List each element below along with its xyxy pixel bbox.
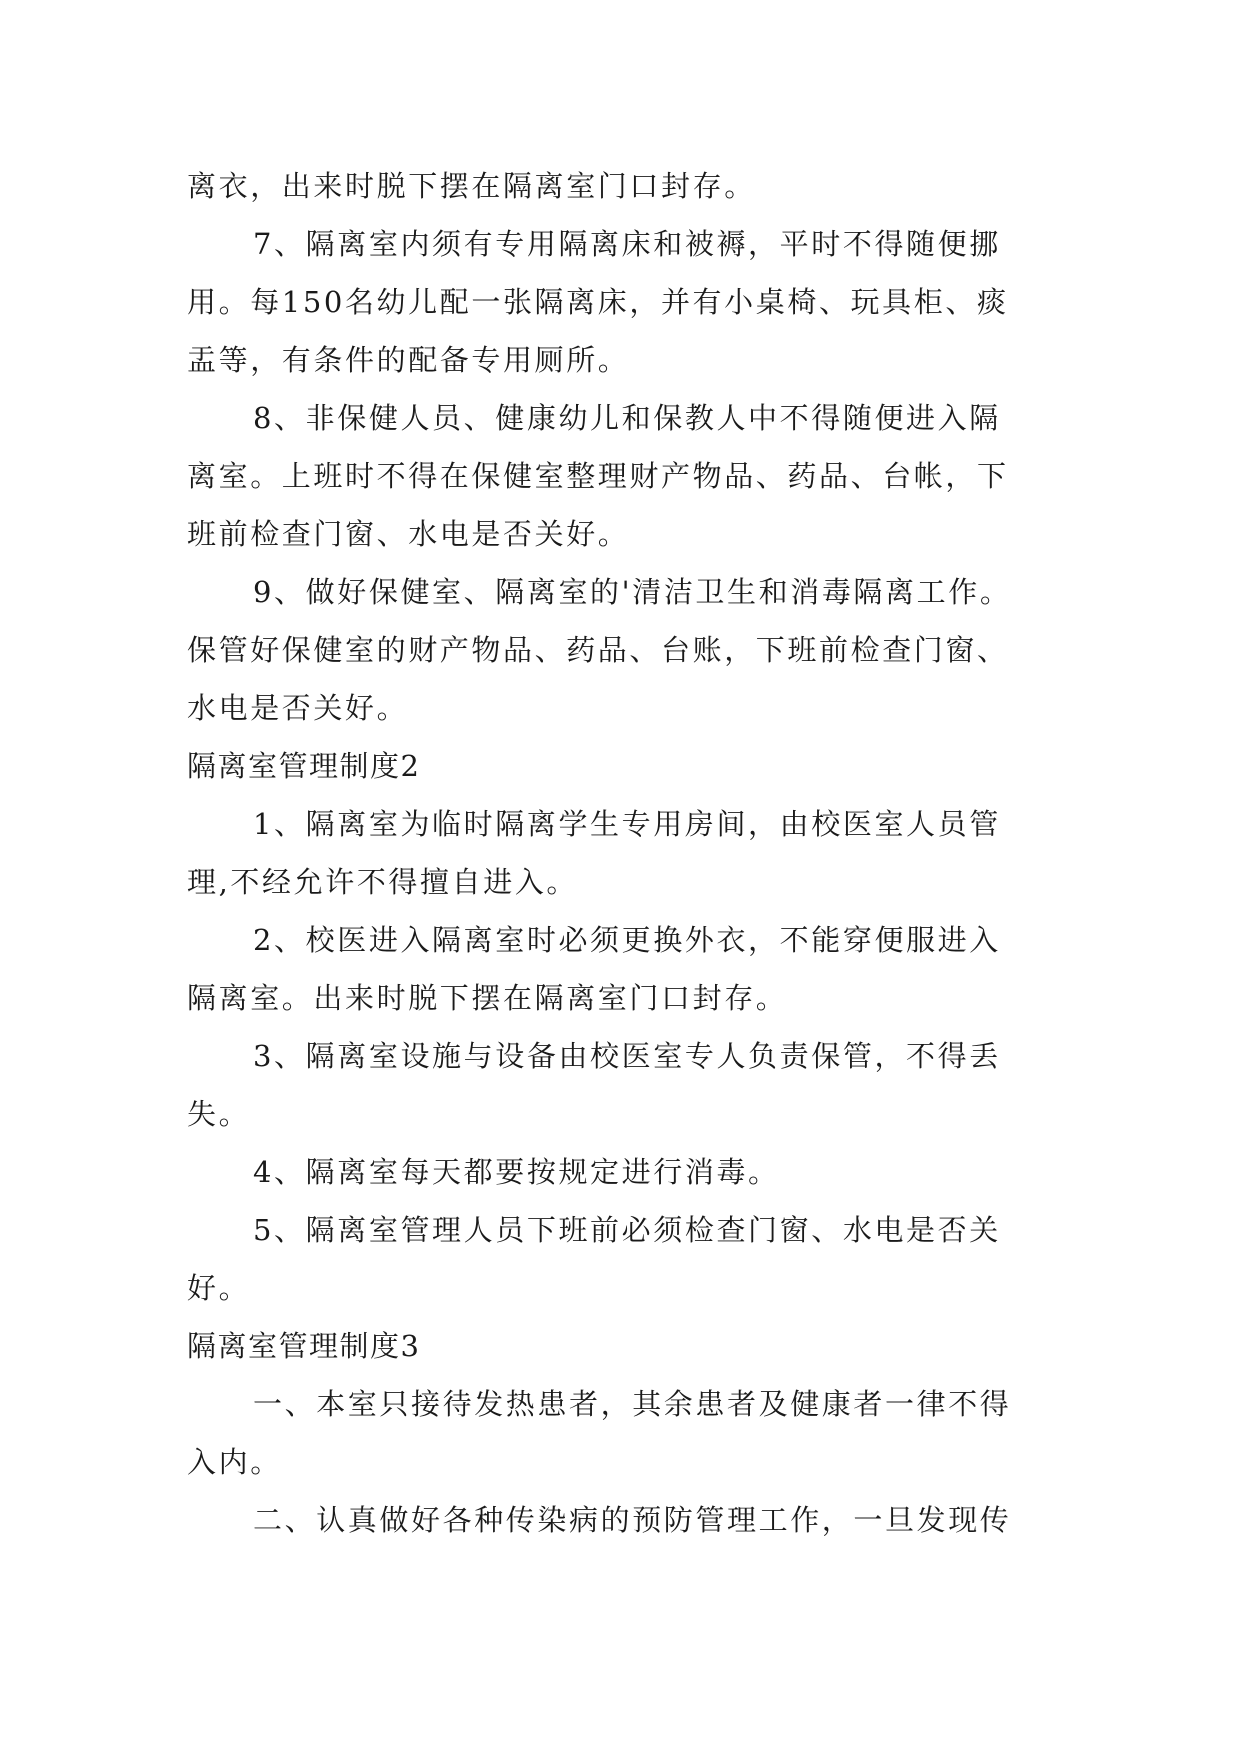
text-line: 水电是否关好。 (187, 691, 409, 725)
text-line: 保管好保健室的财产物品、药品、台账，下班前检查门窗、 (187, 633, 1009, 667)
text-line: 9、做好保健室、隔离室的'清洁卫生和消毒隔离工作。 (253, 575, 1012, 609)
text-line: 二、认真做好各种传染病的预防管理工作，一旦发现传 (253, 1503, 1012, 1537)
text-line: 好。 (187, 1271, 251, 1305)
text-line: 离衣，出来时脱下摆在隔离室门口封存。 (187, 169, 756, 203)
section-heading: 隔离室管理制度3 (187, 1329, 421, 1363)
text-line: 3、隔离室设施与设备由校医室专人负责保管，不得丢 (253, 1039, 1001, 1073)
text-line: 7、隔离室内须有专用隔离床和被褥，平时不得随便挪 (253, 227, 1001, 261)
text-line: 离室。上班时不得在保健室整理财产物品、药品、台帐，下 (187, 459, 1009, 493)
text-line: 5、隔离室管理人员下班前必须检查门窗、水电是否关 (253, 1213, 1001, 1247)
text-line: 盂等，有条件的配备专用厕所。 (187, 343, 630, 377)
text-line: 4、隔离室每天都要按规定进行消毒。 (253, 1155, 780, 1189)
text-line: 班前检查门窗、水电是否关好。 (187, 517, 630, 551)
text-line: 用。每150名幼儿配一张隔离床，并有小桌椅、玩具柜、痰 (187, 285, 1009, 319)
text-line: 8、非保健人员、健康幼儿和保教人中不得随便进入隔 (253, 401, 1001, 435)
text-line: 失。 (187, 1097, 251, 1131)
section-heading: 隔离室管理制度2 (187, 749, 421, 783)
text-line: 理,不经允许不得擅自进入。 (187, 865, 579, 899)
text-line: 入内。 (187, 1445, 282, 1479)
text-line: 1、隔离室为临时隔离学生专用房间，由校医室人员管 (253, 807, 1001, 841)
text-line: 2、校医进入隔离室时必须更换外衣，不能穿便服进入 (253, 923, 1001, 957)
text-line: 隔离室。出来时脱下摆在隔离室门口封存。 (187, 981, 788, 1015)
text-line: 一、本室只接待发热患者，其余患者及健康者一律不得 (253, 1387, 1012, 1421)
